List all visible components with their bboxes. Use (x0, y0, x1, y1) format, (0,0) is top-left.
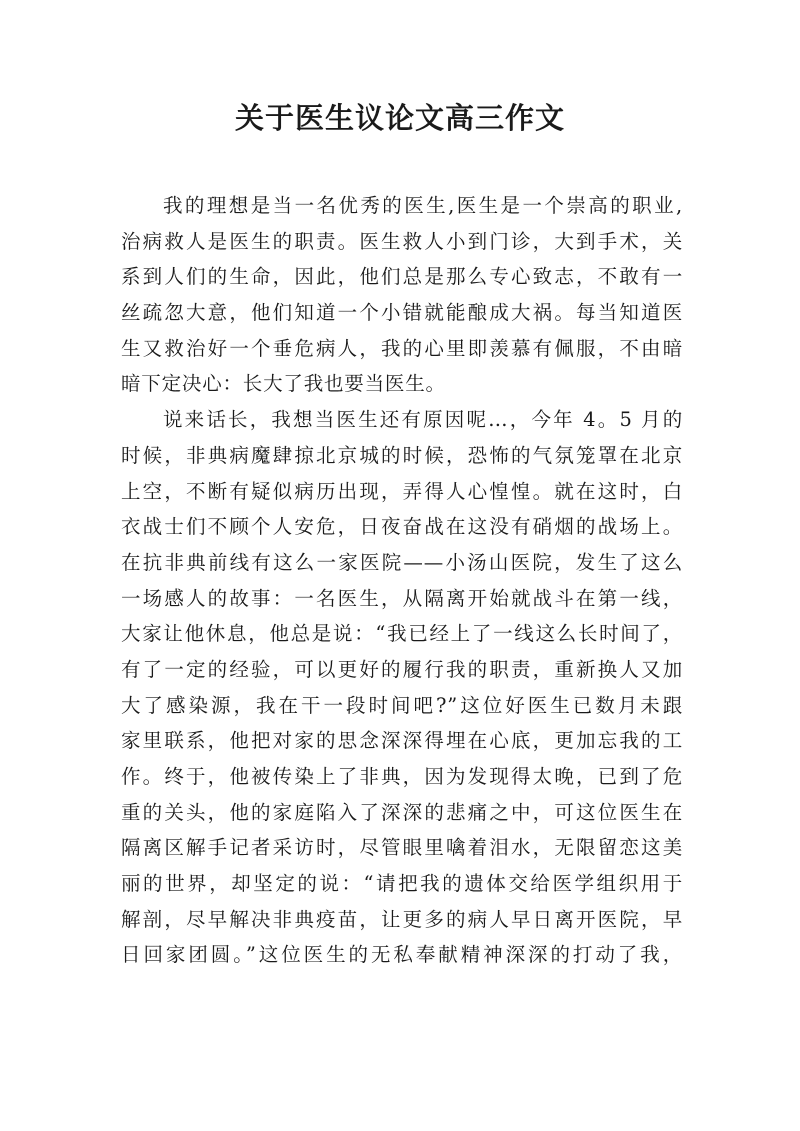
paragraph-2-line-3: 上空，不断有疑似病历出现，弄得人心惶惶。就在这时，白 (121, 479, 683, 503)
paragraph-2-line-8: 有了一定的经验，可以更好的履行我的职责，重新换人又加 (121, 657, 683, 681)
document-title: 关于医生议论文高三作文 (234, 101, 565, 135)
paragraph-2-line-6: 一场感人的故事：一名医生，从隔离开始就战斗在第一线， (121, 586, 683, 610)
paragraph-1-line-2: 治病救人是医生的职责。医生救人小到门诊，大到手术，关 (121, 229, 683, 253)
paragraph-2-line-12: 重的关头，他的家庭陷入了深深的悲痛之中，可这位医生在 (121, 800, 683, 824)
paragraph-2-line-2: 时候，非典病魔肆掠北京城的时候，恐怖的气氛笼罩在北京 (121, 443, 683, 467)
paragraph-1-line-5: 生又救治好一个垂危病人，我的心里即羡慕有佩服，不由暗 (121, 336, 683, 360)
paragraph-1-line-3: 系到人们的生命，因此，他们总是那么专心致志，不敢有一 (121, 265, 683, 289)
document-body (121, 188, 683, 973)
paragraph-2-line-11: 作。终于，他被传染上了非典，因为发现得太晚，已到了危 (121, 765, 683, 788)
paragraph-2-line-16: 日回家团圆。”这位医生的无私奉献精神深深的打动了我， (121, 943, 683, 967)
paragraph-2-line-9: 大了感染源，我在干一段时间吧?”这位好医生已数月未跟 (121, 693, 683, 717)
paragraph-2-line-4: 衣战士们不顾个人安危，日夜奋战在这没有硝烟的战场上。 (121, 515, 683, 539)
paragraph-2-line-5: 在抗非典前线有这么一家医院——小汤山医院，发生了这么 (121, 550, 683, 574)
paragraph-2-line-13: 隔离区解手记者采访时，尽管眼里噙着泪水，无限留恋这美 (121, 836, 683, 860)
paragraph-2-line-1: 说来话长，我想当医生还有原因呢…，今年 4。5 月的 (163, 408, 683, 432)
paragraph-1-line-6: 暗下定决心：长大了我也要当医生。 (121, 372, 446, 396)
paragraph-1-line-1: 我的理想是当一名优秀的医生,医生是一个崇高的职业, (163, 194, 683, 217)
paragraph-2-line-14: 丽的世界，却坚定的说：“请把我的遗体交给医学组织用于 (121, 872, 683, 896)
paragraph-1-line-4: 丝疏忽大意，他们知道一个小错就能酿成大祸。每当知道医 (121, 301, 683, 325)
paragraph-2-line-15: 解剖，尽早解决非典疫苗，让更多的病人早日离开医院，早 (121, 907, 683, 931)
paragraph-2-line-7: 大家让他休息，他总是说：“我已经上了一线这么长时间了， (121, 622, 683, 646)
paragraph-2-line-10: 家里联系，他把对家的思念深深得埋在心底，更加忘我的工 (121, 729, 683, 753)
